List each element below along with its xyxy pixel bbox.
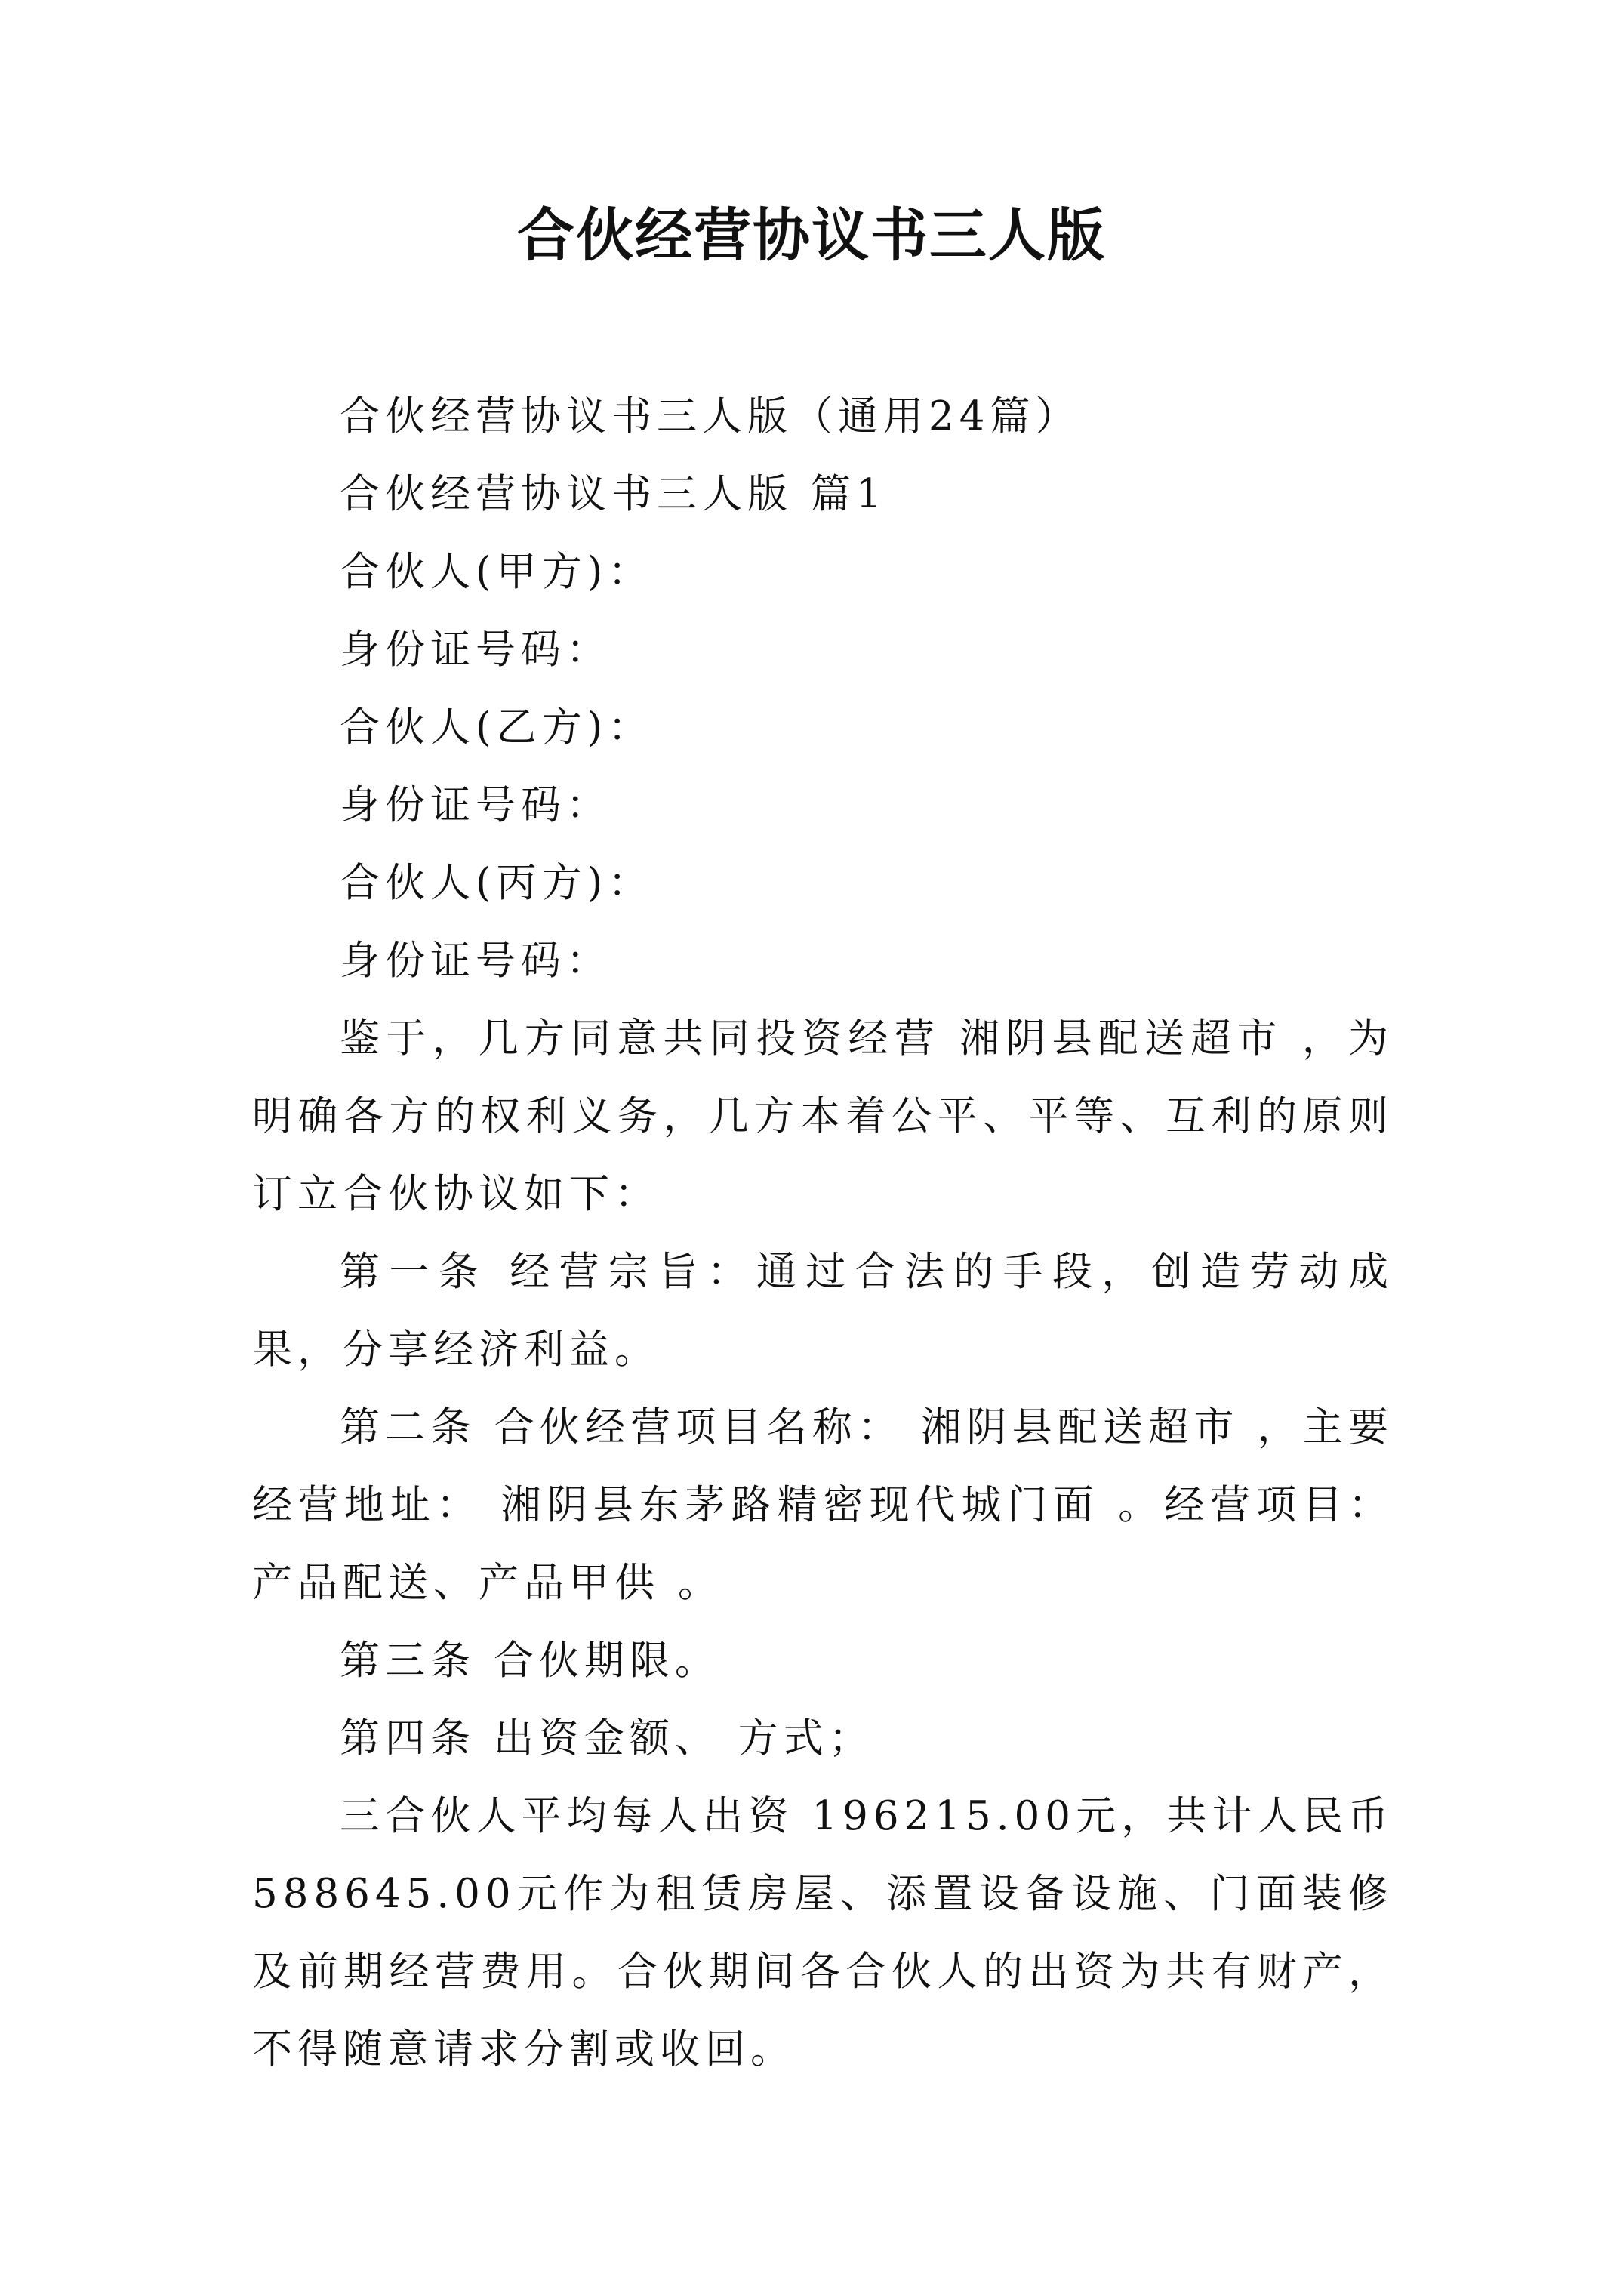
party-c-line: 合伙人(丙方)：	[340, 860, 654, 906]
article-1-paragraph: 第一条 经营宗旨：通过合法的手段，创造劳动成果，分享经济利益。	[252, 1249, 1394, 1373]
document-body	[252, 378, 1394, 2088]
preamble-paragraph: 鉴于，几方同意共同投资经营 湘阴县配送超市 ，为明确各方的权利义务，几方本着公平、平等、互利的原则订立合伙协议如下：	[252, 1015, 1394, 1217]
document-title: 合伙经营协议书三人版	[517, 202, 1106, 269]
party-a-id-line: 身份证号码：	[340, 627, 611, 673]
subtitle-line: 合伙经营协议书三人版（通用24篇）	[340, 393, 1081, 439]
party-c-id-line: 身份证号码：	[340, 938, 611, 984]
section-heading: 合伙经营协议书三人版 篇1	[340, 471, 887, 517]
investment-paragraph: 三合伙人平均每人出资 196215.00元，共计人民币588645.00元作为租赁房屋、添置设备设施、门面装修及前期经营费用。合伙期间各合伙人的出资为共有财产，不得随意请求分割或收回。	[252, 1793, 1394, 2073]
article-2-paragraph: 第二条 合伙经营项目名称： 湘阴县配送超市 ，主要经营地址： 湘阴县东茅路精密现代城门面 。经营项目：产品配送、产品甲供 。	[252, 1404, 1394, 1606]
article-4-paragraph: 第四条 出资金额、 方式；	[340, 1715, 874, 1761]
party-b-line: 合伙人(乙方)：	[340, 704, 654, 750]
party-b-id-line: 身份证号码：	[340, 782, 611, 828]
party-a-line: 合伙人(甲方)：	[340, 549, 654, 595]
article-3-paragraph: 第三条 合伙期限。	[340, 1638, 720, 1684]
